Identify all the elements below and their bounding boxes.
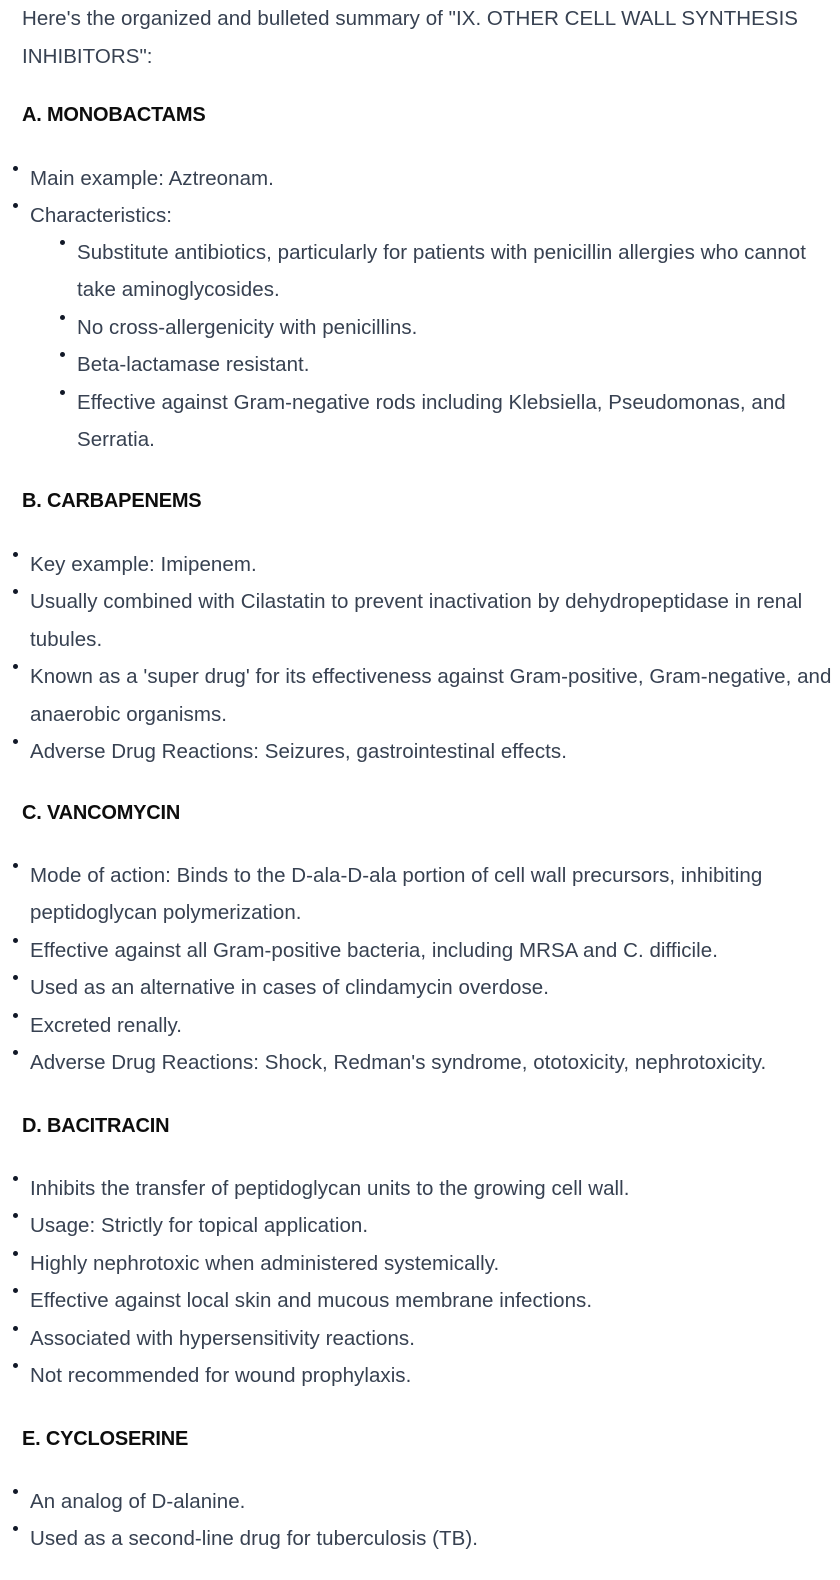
heading-monobactams: A. MONOBACTAMS [22,104,206,126]
monobactams-characteristics-list [77,234,827,458]
bullet-icon [13,1526,18,1531]
bullet-icon [13,975,18,980]
list-item: Substitute antibiotics, particularly for patients with penicillin allergies who cannot take aminoglycosides. [77,234,827,309]
heading-cycloserine: E. CYCLOSERINE [22,1428,189,1450]
bacitracin-list [30,1170,835,1394]
cycloserine-list [30,1483,835,1558]
bullet-icon [13,1363,18,1368]
bullet-icon [13,203,18,208]
bullet-icon [13,1176,18,1181]
list-item: An analog of D-alanine. [30,1483,835,1520]
bullet-icon [13,1251,18,1256]
bullet-icon [13,938,18,943]
bullet-icon [13,166,18,171]
list-item: Not recommended for wound prophylaxis. [30,1357,835,1394]
list-item: Used as an alternative in cases of clindamycin overdose. [30,969,835,1006]
monobactams-list [30,160,830,235]
bullet-icon [13,1288,18,1293]
bullet-icon [13,552,18,557]
vancomycin-list [30,857,835,1081]
list-item: No cross-allergenicity with penicillins. [77,309,827,346]
bullet-icon [13,1489,18,1494]
bullet-icon [60,352,65,357]
heading-bacitracin: D. BACITRACIN [22,1115,170,1137]
bullet-icon [60,390,65,395]
list-item: Characteristics: [30,197,830,234]
heading-vancomycin: C. VANCOMYCIN [22,802,181,824]
bullet-icon [13,1050,18,1055]
list-item: Effective against all Gram-positive bacteria, including MRSA and C. difficile. [30,932,835,969]
list-item: Mode of action: Binds to the D-ala-D-ala portion of cell wall precursors, inhibiting peptidoglycan polymerization. [30,857,835,932]
list-item: Effective against Gram-negative rods including Klebsiella, Pseudomonas, and Serratia. [77,384,827,459]
bullet-icon [13,863,18,868]
heading-carbapenems: B. CARBAPENEMS [22,490,202,512]
list-item: Adverse Drug Reactions: Shock, Redman's syndrome, ototoxicity, nephrotoxicity. [30,1044,835,1081]
bullet-icon [13,1013,18,1018]
list-item: Effective against local skin and mucous membrane infections. [30,1282,835,1319]
list-item: Inhibits the transfer of peptidoglycan units to the growing cell wall. [30,1170,835,1207]
list-item: Excreted renally. [30,1007,835,1044]
list-item: Usage: Strictly for topical application. [30,1207,835,1244]
bullet-icon [13,589,18,594]
list-item: Known as a 'super drug' for its effectiveness against Gram-positive, Gram-negative, and anaerobic organisms. [30,658,835,733]
list-item: Associated with hypersensitivity reactions. [30,1320,835,1357]
bullet-icon [60,240,65,245]
list-item: Main example: Aztreonam. [30,160,830,197]
bullet-icon [13,739,18,744]
bullet-icon [13,1326,18,1331]
bullet-icon [60,315,65,320]
intro-text: Here's the organized and bulleted summary of "IX. OTHER CELL WALL SYNTHESIS INHIBITORS": [22,7,799,68]
list-item: Highly nephrotoxic when administered systemically. [30,1245,835,1282]
carbapenems-list [30,546,835,770]
list-item: Used as a second-line drug for tuberculosis (TB). [30,1520,835,1557]
bullet-icon [13,664,18,669]
list-item: Adverse Drug Reactions: Seizures, gastrointestinal effects. [30,733,835,770]
list-item: Beta-lactamase resistant. [77,346,827,383]
list-item: Usually combined with Cilastatin to prevent inactivation by dehydropeptidase in renal tubules. [30,583,835,658]
list-item: Key example: Imipenem. [30,546,835,583]
bullet-icon [13,1213,18,1218]
